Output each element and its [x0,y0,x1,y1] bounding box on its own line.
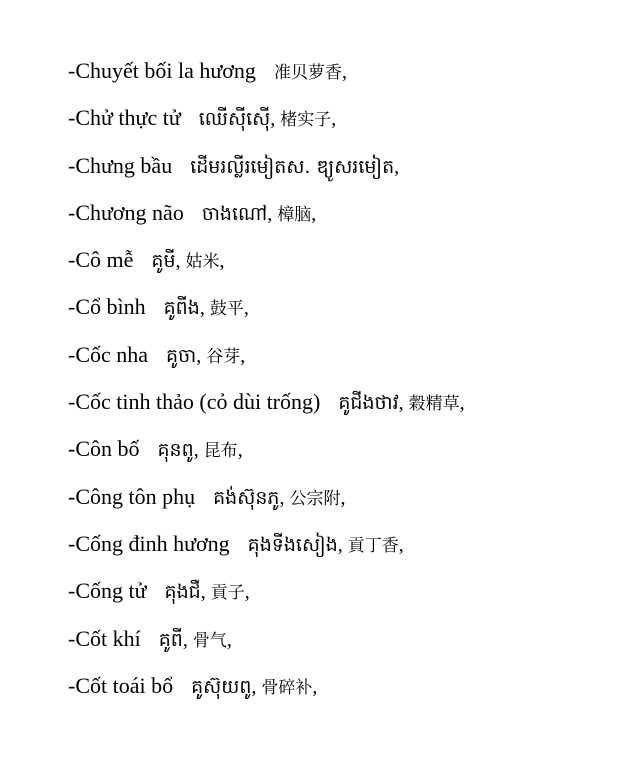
vietnamese-term: -Chuyết bối la hương [68,58,256,83]
khmer-term: គុងទីងសៀង [247,533,338,556]
vietnamese-term: -Cốc nha [68,341,149,367]
glossary-entry: -Công tôn phụ គង់ស៊ុនភូ, 公宗附, [68,483,346,509]
entry-end-punct: , [459,392,465,415]
vietnamese-term: -Côn bố [68,436,140,462]
khmer-term: គុនពូ [157,439,194,462]
khmer-term: គូពីង [163,297,200,320]
vietnamese-term: -Cô mễ [68,247,134,273]
glossary-entry: -Cô mễ គូមី, 姑米, [68,247,225,273]
entry-end-punct: , [394,155,400,178]
entry-end-punct: , [312,675,318,698]
chinese-term: 楮实子 [280,110,332,131]
khmer-term: គូស៊ុយពូ [191,675,252,698]
chinese-term: 谷芽 [206,346,241,367]
chinese-term: 鼓平 [209,299,244,320]
entry-end-punct: , [340,486,346,509]
vietnamese-term: -Chưng bầu [68,152,173,178]
chinese-term: 貢子 [210,583,245,604]
khmer-term: ចាងណៅ [201,202,268,225]
entry-end-punct: , [341,61,347,83]
khmer-term: គូមី [151,250,176,273]
glossary-entry: -Cống tử គុងជឺ, 貢子, [68,578,250,604]
chinese-term: 穀精草 [408,394,460,415]
glossary-list [68,56,613,718]
entry-end-punct: , [240,344,246,367]
glossary-entry: -Chử thực tử ឈើស៊ីស៊ើ, 楮实子, [68,105,337,131]
glossary-entry: -Chương não ចាងណៅ, 樟脑, [68,199,317,225]
chinese-term: 樟脑 [277,204,312,225]
glossary-entry: -Cốc nha គូចា, 谷芽, [68,341,246,367]
vietnamese-term: -Cống tử [68,578,147,604]
khmer-term: គង់ស៊ុនភូ [213,486,280,509]
entry-end-punct: , [237,439,243,462]
entry-end-punct: , [226,628,232,651]
khmer-term: ឈើស៊ីស៊ើ [198,108,271,131]
khmer-term: គុងជឺ [164,581,201,604]
vietnamese-term: -Cổ bình [68,294,146,320]
glossary-entry: -Côn bố គុនពូ, 昆布, [68,436,243,462]
vietnamese-term: -Cốt toái bổ [68,672,174,698]
vietnamese-term: -Cốt khí [68,625,141,651]
glossary-entry: -Cổ bình គូពីង, 鼓平, [68,294,249,320]
entry-end-punct: , [331,108,337,131]
vietnamese-term: -Cống đinh hương [68,530,230,556]
chinese-term: 貢丁香 [347,535,399,556]
khmer-term: គូជីងថាវ [338,392,399,415]
entry-end-punct: , [311,202,317,225]
khmer-term: គូពី [158,628,183,651]
glossary-entry [68,56,613,103]
khmer-term: ដើមរល្លីរមៀតស. ឌ្យូសរមៀត [190,155,395,178]
vietnamese-term: -Chử thực tử [68,105,181,131]
glossary-entry [68,151,613,198]
chinese-term: 昆布 [203,441,238,462]
vietnamese-term: -Chương não [68,199,184,225]
khmer-term: គូចា [166,344,197,367]
chinese-term: 骨碎补 [261,677,313,698]
entry-end-punct: , [219,250,225,273]
glossary-entry: -Cốt khí គូពី, 骨气, [68,625,232,651]
chinese-term: 骨气 [192,630,227,651]
entry-end-punct: , [398,533,404,556]
glossary-entry: -Cốt toái bổ គូស៊ុយពូ, 骨碎补, [68,672,318,698]
entry-end-punct: , [243,297,249,320]
chinese-term: 公宗附 [289,488,341,509]
vietnamese-term: -Cốc tinh thảo (cỏ dùi trống) [68,389,321,415]
vietnamese-term: -Công tôn phụ [68,483,196,509]
glossary-entry: -Cống đinh hương គុងទីងសៀង, 貢丁香, [68,530,404,556]
chinese-term: 姑米 [185,252,220,273]
chinese-term: 准贝萝香 [273,63,342,83]
entry-end-punct: , [244,581,250,604]
glossary-entry: -Cốc tinh thảo (cỏ dùi trống) គូជីងថាវ, 穀精草, [68,389,465,415]
